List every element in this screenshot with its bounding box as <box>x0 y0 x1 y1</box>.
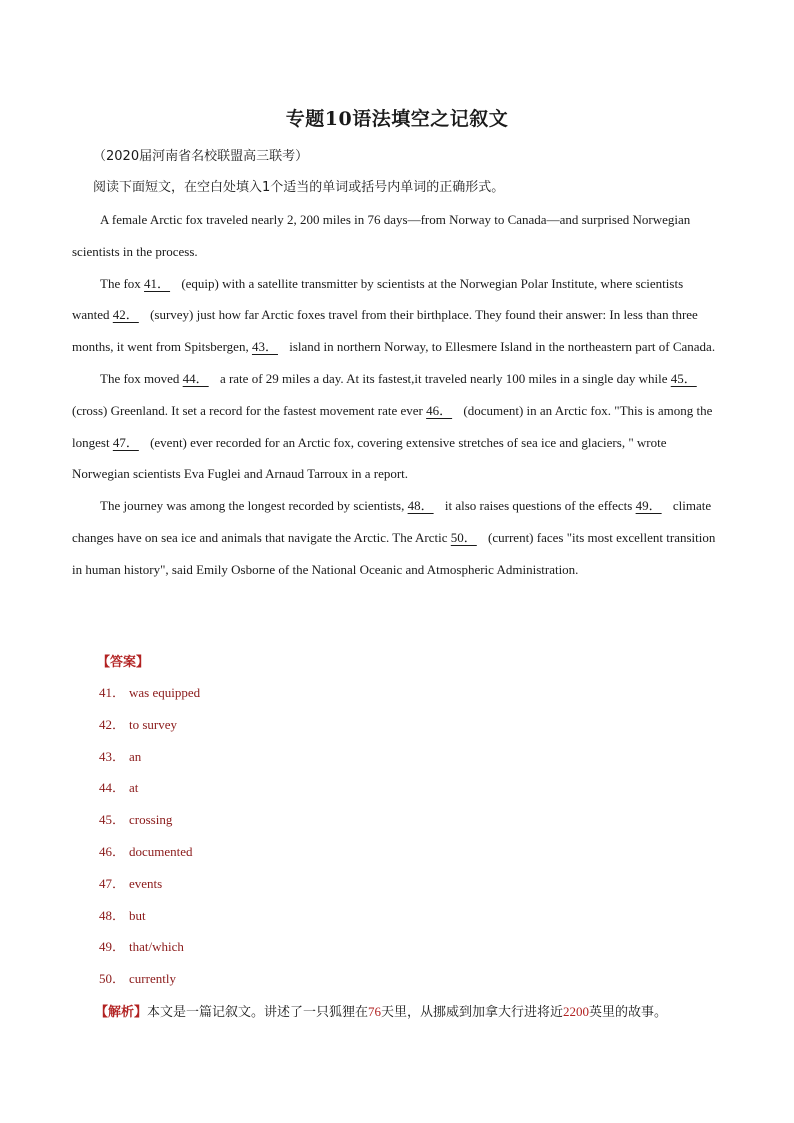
blank-46: 46． <box>426 402 453 418</box>
text-segment: (equip) with a satellite transmitter by scientists at the Norwegian Polar Institute, where scientists wanted <box>72 275 684 323</box>
answer-number: 42． <box>99 716 126 732</box>
page-title: 专题10语法填空之记叙文 <box>285 108 509 130</box>
answer-text: that/which <box>129 939 184 955</box>
blank-48: 48． <box>407 498 434 514</box>
answer-number: 41． <box>99 685 126 700</box>
blank-41: 41． <box>144 275 171 291</box>
answer-number: 45． <box>99 812 126 828</box>
answer-number: 48． <box>99 907 126 923</box>
answer-text: at <box>129 780 139 796</box>
text-segment: (event) ever recorded for an Arctic fox, covering extensive stretches of sea ice and glaciers, " wrote Norwegian scientists Eva Fuglei and Arnaud Tarroux in a report. <box>72 434 667 482</box>
blank-45: 45． <box>670 370 697 386</box>
text-segment: (current) faces "its most excellent transition in human history", said Emily Osborne of the National Oceanic and Atmospheric Administration. <box>72 529 716 577</box>
answer-text: documented <box>129 843 193 859</box>
answer-item <box>99 772 200 804</box>
analysis-number: 2200 <box>563 1004 590 1019</box>
blank-50: 50． <box>450 529 477 545</box>
analysis-tag: 【解析】 <box>95 1005 148 1020</box>
text-segment: island in northern Norway, to Ellesmere Island in the northeastern part of Canada. <box>285 339 716 355</box>
answer-item <box>99 868 200 900</box>
text-segment: (document) in an Arctic fox. "This is among the longest <box>72 402 713 450</box>
answer-list <box>99 677 200 995</box>
answer-item <box>99 741 200 773</box>
analysis-text: 英里的故事。 <box>589 1005 668 1020</box>
blank-47: 47． <box>112 434 139 450</box>
text-segment: The journey was among the longest recorded by scientists, <box>100 498 408 514</box>
answer-text: crossing <box>129 812 173 828</box>
answer-item <box>99 931 200 963</box>
instruction-text: 阅读下面短文，在空白处填入1个适当的单词或括号内单词的正确形式。 <box>93 180 505 195</box>
analysis-section <box>95 1001 755 1020</box>
paragraph-2 <box>72 268 722 363</box>
answer-text: events <box>129 875 163 891</box>
text-segment: The fox moved <box>100 370 183 386</box>
answer-number: 43． <box>99 748 126 764</box>
answer-number: 49． <box>99 939 126 955</box>
answer-text: but <box>129 907 146 923</box>
text-segment: The fox <box>100 275 145 291</box>
analysis-text: 天里，从挪威到加拿大行进将近 <box>381 1005 564 1020</box>
answer-item <box>99 804 200 836</box>
paragraph-1: A female Arctic fox traveled nearly 2, 200 miles in 76 days—from Norway to Canada—and surprised Norwegian scientists in the process. <box>72 212 691 259</box>
answer-number: 46． <box>99 843 126 859</box>
answer-item <box>99 836 200 868</box>
paragraph-4 <box>72 490 722 585</box>
answer-item <box>99 709 200 741</box>
blank-44: 44． <box>182 370 209 386</box>
answer-text: was equipped <box>129 685 201 700</box>
answer-text: to survey <box>129 716 178 732</box>
answer-number: 44． <box>99 780 126 796</box>
answer-text: currently <box>129 971 176 987</box>
answer-item <box>99 900 200 932</box>
answer-number: 47． <box>99 875 126 891</box>
blank-43: 43． <box>251 339 278 355</box>
text-segment: (survey) just how far Arctic foxes travel from their birthplace. They found their answer: In less than three months, it went from Spitsbergen, <box>72 307 698 355</box>
answer-text: an <box>129 748 142 764</box>
reading-passage <box>72 204 722 586</box>
answer-number: 50． <box>99 971 126 987</box>
answer-item <box>99 963 200 995</box>
answer-item <box>99 677 200 709</box>
analysis-text: 本文是一篇记叙文。讲述了一只狐狸在 <box>147 1005 369 1020</box>
text-segment: (cross) Greenland. It set a record for the fastest movement rate ever <box>72 402 427 418</box>
paragraph-3 <box>72 363 722 490</box>
blank-49: 49． <box>635 498 662 514</box>
answers-heading: 【答案】 <box>97 655 150 670</box>
blank-42: 42． <box>112 307 139 323</box>
text-segment: it also raises questions of the effects <box>441 498 636 514</box>
source-note: （2020届河南省名校联盟高三联考） <box>93 149 309 164</box>
analysis-number: 76 <box>368 1004 382 1019</box>
text-segment: a rate of 29 miles a day. At its fastest,it traveled nearly 100 miles in a single day while <box>216 370 671 386</box>
text-segment: climate changes have on sea ice and animals that navigate the Arctic. The Arctic <box>72 498 712 545</box>
